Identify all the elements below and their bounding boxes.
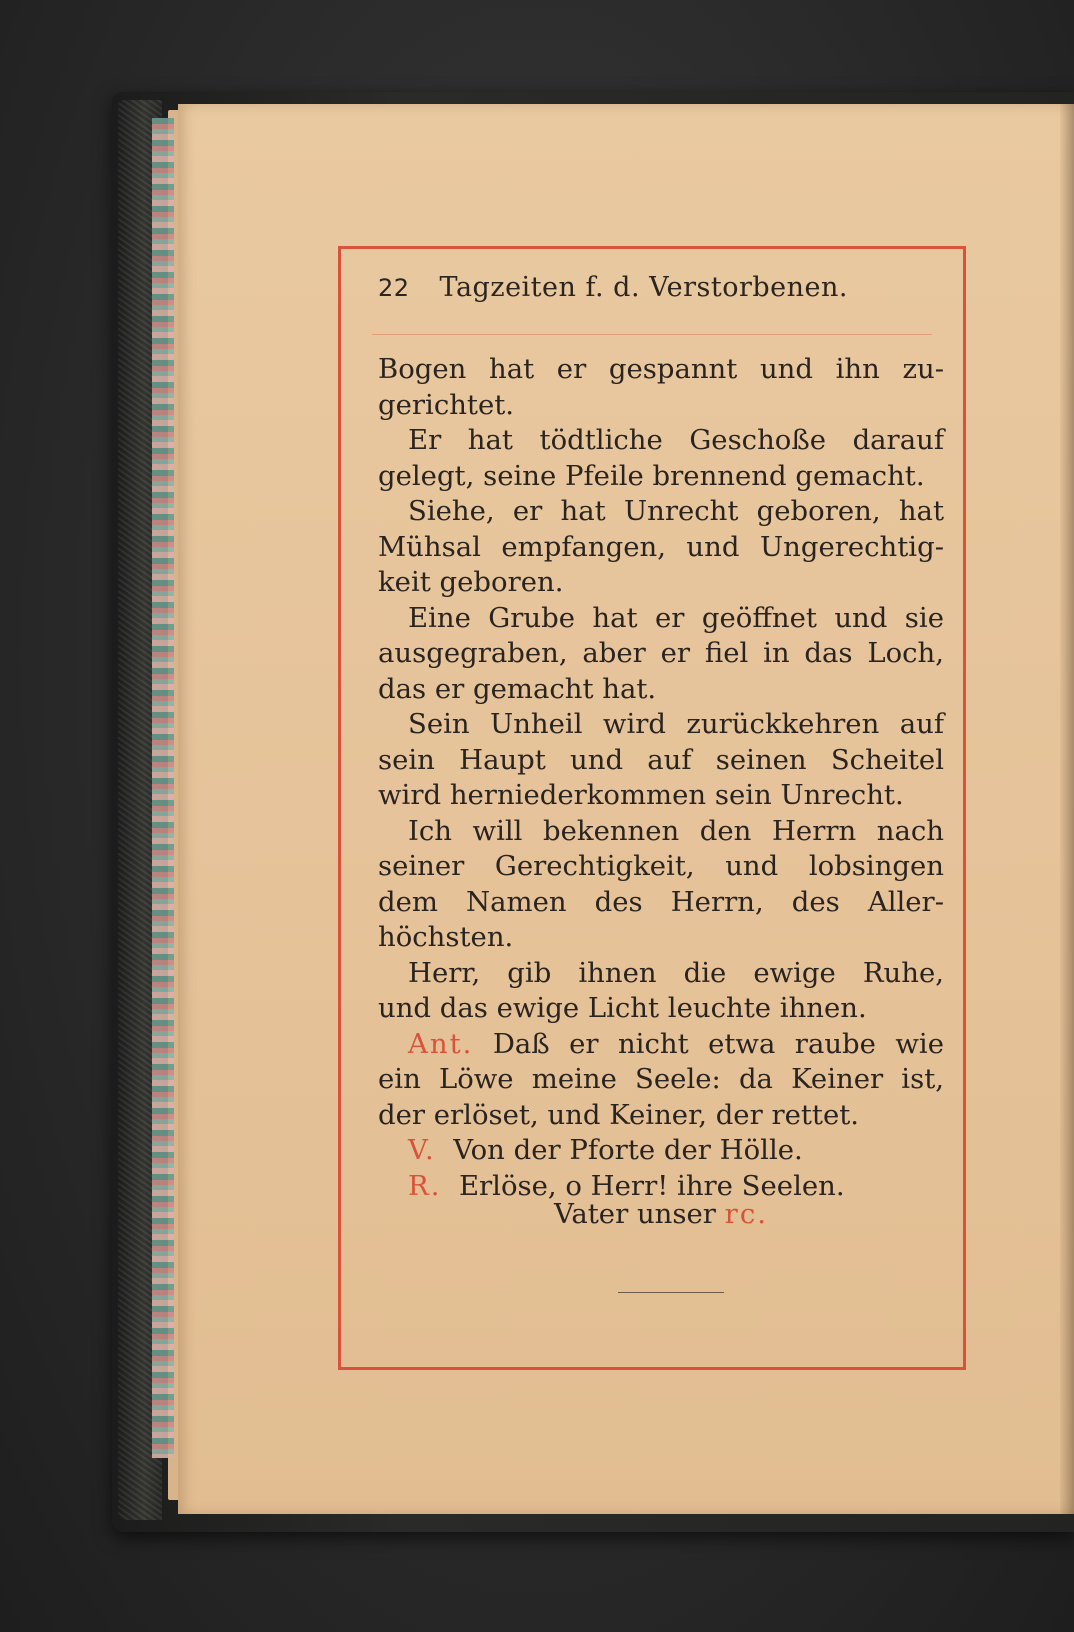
text-line: der erlöset, und Keiner, der rettet. [378, 1098, 860, 1131]
response-text: Erlöse, o Herr! ihre Seelen. [458, 1169, 845, 1202]
closing-text: Vater unser [554, 1198, 716, 1230]
page-number: 22 [378, 274, 410, 302]
text-line: Mühsal empfangen, und Ungerechtig- [378, 530, 944, 563]
text-line: Bogen hat er gespannt und ihn zu- [378, 353, 944, 385]
running-head-rule [372, 334, 932, 335]
text-line: sein Haupt und auf seinen Scheitel [378, 743, 944, 776]
closing-suffix: rc. [724, 1198, 768, 1230]
response-marker: R. [408, 1169, 442, 1202]
versicle-marker: V. [408, 1134, 436, 1166]
closing-line [378, 1198, 944, 1230]
text-line: dem Namen des Herrn, des Aller- [378, 885, 944, 918]
text-line: Siehe, er hat Unrecht geboren, hat [408, 495, 944, 527]
text-line: keit geboren. [378, 566, 564, 598]
text-line: seiner Gerechtigkeit, und lobsingen [378, 850, 944, 882]
text-line: gerichtet. [378, 388, 515, 421]
marbled-page-edge [152, 118, 174, 1458]
text-line: ausgegraben, aber er fiel in das Loch, [378, 637, 944, 669]
text-line: wird herniederkommen sein Unrecht. [378, 779, 904, 811]
running-head [378, 272, 938, 316]
versicle-line [378, 1133, 944, 1169]
text-line: ein Löwe meine Seele: da Keiner ist, [378, 1063, 944, 1095]
text-line: Eine Grube hat er geöffnet und sie [408, 601, 944, 634]
text-line: Sein Unheil wird zurückkehren auf [408, 708, 944, 740]
text-line: höchsten. [378, 921, 514, 953]
body-text [378, 352, 944, 1204]
text-line: Herr, gib ihnen die ewige Ruhe, [408, 956, 944, 989]
antiphon-marker: Ant. [408, 1027, 474, 1060]
text-line: Ich will bekennen den Herrn nach [408, 814, 944, 847]
text-line: gelegt, seine Pfeile brennend gemacht. [378, 459, 925, 492]
text-line: das er gemacht hat. [378, 672, 657, 705]
text-line: Er hat tödtliche Geschoße darauf [408, 424, 944, 456]
antiphon-line [378, 1027, 944, 1063]
page-gutter-shadow [1060, 104, 1074, 1514]
running-head-title: Tagzeiten f. d. Verstorbenen. [439, 272, 848, 303]
antiphon-text: Daß er nicht etwa raube wie [492, 1027, 944, 1060]
text-line: und das ewige Licht leuchte ihnen. [378, 992, 867, 1024]
versicle-text: Von der Pforte der Hölle. [453, 1134, 803, 1166]
end-rule [618, 1292, 724, 1293]
